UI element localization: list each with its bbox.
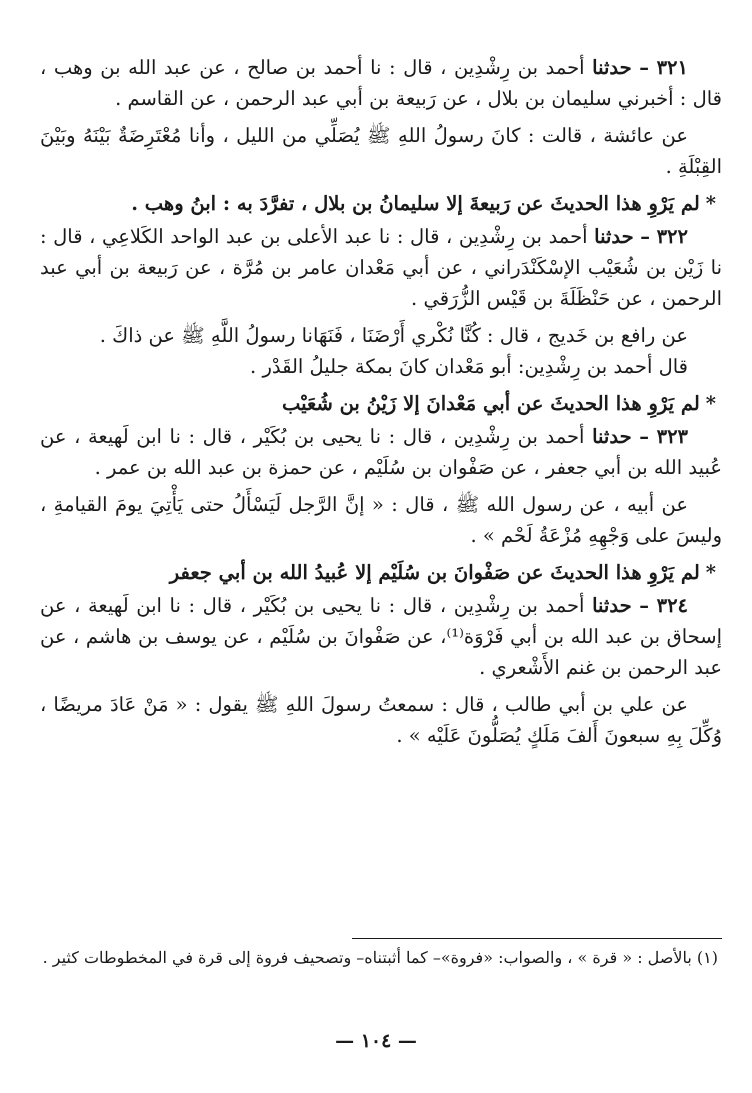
hadith-322-isnad: ٣٢٢ – حدثنا أحمد بن رِشْدِين ، قال : نا عبد الأعلى بن عبد الواحد الكَلاعِي ، قال : نا زَيْن بن شُعَيْب الإسْكَنْدَراني ، عن أبي مَعْدان عامر بن مُرَّة ، عن رَبيعة بن أبي عبد الرحمن ، عن حَنْظَلَةَ بن قَيْس الزُّرَقي . [40, 225, 722, 310]
isnad-text: أحمد بن رِشْدِين ، قال : نا يحيى بن بُكَيْر ، قال : نا ابن لَهيعة ، عن عُبيد الله بن أبي جعفر ، عن صَفْوان بن سُلَيْم ، عن حمزة بن عبد الله بن عمر . [40, 425, 722, 479]
hadith-321-note [40, 188, 722, 219]
note-marker-icon: * [705, 392, 716, 415]
hadith-324-isnad: ٣٢٤ – حدثنا أحمد بن رِشْدِين ، قال : نا يحيى بن بُكَيْر ، قال : نا ابن لَهيعة ، عن إسحاق بن عبد الله بن أبي فَرْوَة⁽¹⁾، عن صَفْوانَ بن سُلَيْم ، عن يوسف بن هاشم ، عن عبد الرحمن بن غنم الأَشْعري . [40, 594, 722, 679]
hadith-opening: حدثنا [592, 56, 632, 79]
hadith-323-note [40, 557, 722, 588]
note-text: لم يَرْوِ هذا الحديثَ عن رَبيعةَ إلا سليمانُ بن بلال ، تفرَّدَ به : ابنُ وهب . [131, 192, 700, 215]
hadith-322-comment: قال أحمد بن رِشْدِين: أبو مَعْدان كانَ بمكة جليلُ القَدْر . [250, 355, 688, 378]
note-marker-icon: * [705, 561, 716, 584]
note-text: لم يَرْوِ هذا الحديثَ عن أبي مَعْدانَ إلا زَيْنُ بن شُعَيْب [282, 392, 700, 415]
note-marker-icon: * [705, 192, 716, 215]
isnad-text: أحمد بن رِشْدِين ، قال : نا أحمد بن صالح ، عن عبد الله بن وهب ، قال : أخبرني سليمان بن بلال ، عن رَبيعة بن أبي عبد الرحمن ، عن القاسم . [40, 56, 722, 110]
hadith-321-matn: عن عائشة ، قالت : كانَ رسولُ اللهِ ﷺ يُصَلِّي من الليل ، وأنا مُعْتَرِضَةٌ بَيْنَهُ وبَيْنَ القِبْلَةِ . [40, 124, 722, 178]
hadith-opening: حدثنا [592, 425, 632, 448]
hadith-323-matn: عن أبيه ، عن رسول الله ﷺ ، قال : « إنَّ الرَّجل لَيَسْأَلُ حتى يَأْتِيَ يومَ القيامةِ ، وليسَ على وَجْهِهِ مُزْعَةُ لَحْم » . [40, 493, 722, 547]
hadith-opening: حدثنا [592, 594, 632, 617]
hadith-number: ٣٢٢ [656, 225, 688, 248]
page-body [40, 52, 722, 751]
hadith-324-matn: عن علي بن أبي طالب ، قال : سمعتُ رسولَ اللهِ ﷺ يقول : « مَنْ عَادَ مريضًا ، وُكِّلَ بِهِ سبعونَ أَلفَ مَلَكٍ يُصَلُّونَ عَلَيْه » . [40, 693, 722, 747]
isnad-text: أحمد بن رِشْدِين ، قال : نا عبد الأعلى بن عبد الواحد الكَلاعِي ، قال : نا زَيْن بن شُعَيْب الإسْكَنْدَراني ، عن أبي مَعْدان عامر بن مُرَّة ، عن رَبيعة بن أبي عبد الرحمن ، عن حَنْظَلَةَ بن قَيْس الزُّرَقي . [40, 225, 722, 310]
hadith-opening: حدثنا [594, 225, 634, 248]
hadith-323-isnad: ٣٢٣ – حدثنا أحمد بن رِشْدِين ، قال : نا يحيى بن بُكَيْر ، قال : نا ابن لَهيعة ، عن عُبيد الله بن أبي جعفر ، عن صَفْوان بن سُلَيْم ، عن حمزة بن عبد الله بن عمر . [40, 425, 722, 479]
hadith-number: ٣٢٤ [656, 594, 689, 617]
hadith-322-matn: عن رافع بن خَديج ، قال : كُنَّا نُكْري أَرْضَنَا ، فَنَهَانا رسولُ اللَّهِ ﷺ عن ذاكَ . [99, 324, 688, 347]
hadith-number: ٣٢٣ [656, 425, 689, 448]
isnad-text: أحمد بن رِشْدِين ، قال : نا يحيى بن بُكَيْر ، قال : نا ابن لَهيعة ، عن إسحاق بن عبد الله بن أبي فَرْوَة⁽¹⁾، عن صَفْوانَ بن سُلَيْم ، عن يوسف بن هاشم ، عن عبد الرحمن بن غنم الأَشْعري . [40, 594, 722, 679]
footnote: (١) بالأصل : « قرة » ، والصواب: «فروة»– كما أثبتناه– وتصحيف فروة إلى قرة في المخطوطات كثير . [42, 948, 718, 967]
hadith-number: ٣٢١ [656, 56, 688, 79]
page-number: — ١٠٤ — [335, 1030, 417, 1052]
footnote-divider [352, 938, 722, 939]
hadith-322-note [40, 388, 722, 419]
hadith-321-isnad: ٣٢١ – حدثنا أحمد بن رِشْدِين ، قال : نا أحمد بن صالح ، عن عبد الله بن وهب ، قال : أخبرني سليمان بن بلال ، عن رَبيعة بن أبي عبد الرحمن ، عن القاسم . [40, 56, 722, 110]
note-text: لم يَرْوِ هذا الحديثَ عن صَفْوانَ بن سُلَيْم إلا عُبيدُ الله بن أبي جعفر [169, 561, 700, 584]
